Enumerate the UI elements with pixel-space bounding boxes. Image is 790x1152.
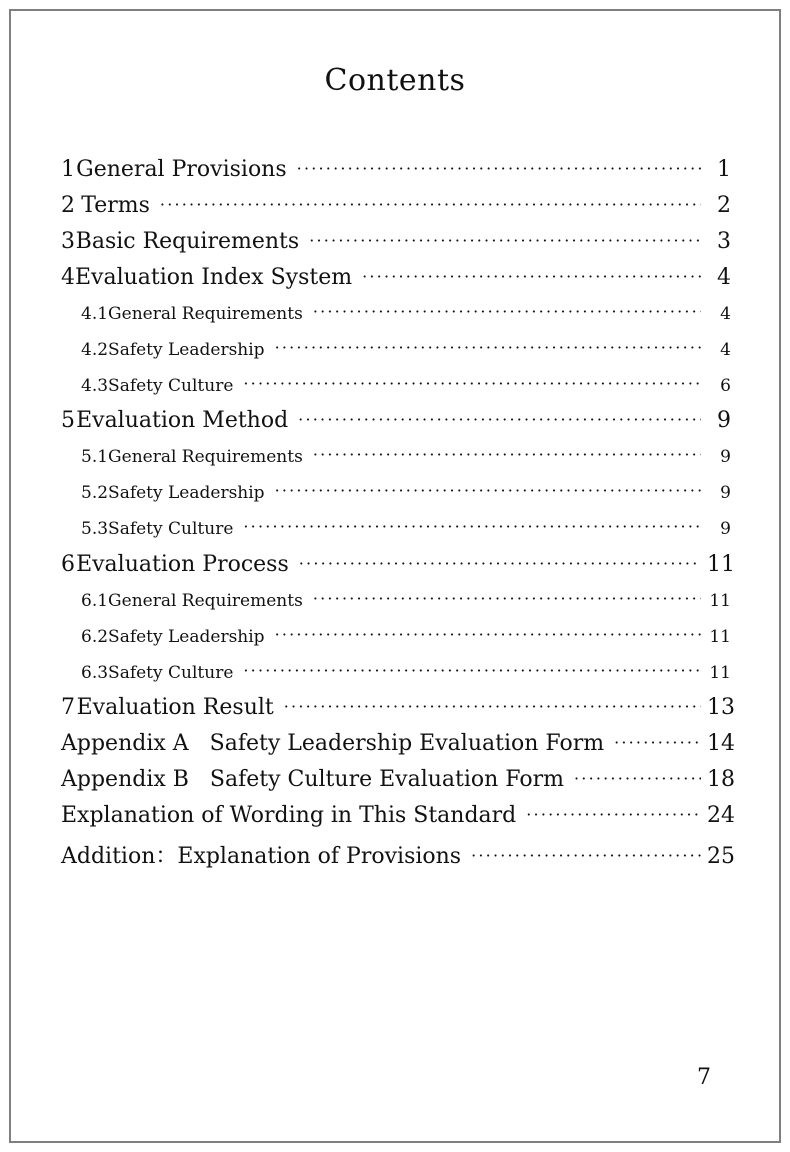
toc-entry-number: 4 xyxy=(61,265,75,290)
dot-leader xyxy=(574,769,701,788)
toc-entry-page: 9 xyxy=(720,483,731,503)
toc-entry[interactable] xyxy=(61,408,731,433)
dot-leader xyxy=(243,374,701,393)
toc-subentry[interactable] xyxy=(61,376,731,396)
dot-leader xyxy=(526,805,701,824)
toc-entry-label: Safety Leadership xyxy=(108,483,265,503)
toc-entry-label: General Requirements xyxy=(108,591,303,611)
toc-entry-number: 1 xyxy=(61,157,75,182)
toc-subentry[interactable] xyxy=(61,627,731,647)
dot-leader xyxy=(284,697,701,716)
toc-entry-page: 4 xyxy=(720,304,731,324)
toc-subentry[interactable] xyxy=(61,519,731,539)
toc-entry-label: General Requirements xyxy=(108,304,303,324)
toc-entry-page: 25 xyxy=(707,844,735,869)
toc-entry-label: General Requirements xyxy=(108,447,303,467)
toc-entry-page: 6 xyxy=(720,376,731,396)
toc-entry-number: 6.2 xyxy=(81,627,109,647)
toc-entry-number: 5.3 xyxy=(81,519,109,539)
toc-entry-page: 4 xyxy=(720,340,731,360)
dot-leader xyxy=(275,338,701,357)
toc-entry-page: 1 xyxy=(717,157,731,182)
toc-entry-label: Appendix B Safety Culture Evaluation Form xyxy=(61,767,564,792)
dot-leader xyxy=(471,846,701,865)
toc-entry-label: Safety Culture xyxy=(108,376,234,396)
toc-entry[interactable] xyxy=(61,193,731,218)
dot-leader xyxy=(160,195,701,214)
toc-entry-number: 6 xyxy=(61,552,75,577)
toc-entry-label: Safety Leadership xyxy=(108,340,265,360)
dot-leader xyxy=(297,159,701,178)
toc-entry-label: Addition：Explanation of Provisions xyxy=(61,844,462,869)
document-page xyxy=(9,9,781,1143)
toc-entry-number: 4.2 xyxy=(81,340,109,360)
dot-leader xyxy=(313,445,701,464)
toc-subentry[interactable] xyxy=(61,483,731,503)
dot-leader xyxy=(362,267,701,286)
toc-entry-label: General Provisions xyxy=(76,157,287,182)
toc-entry-label: Evaluation Method xyxy=(76,408,289,433)
toc-appendix[interactable] xyxy=(61,767,735,792)
toc-entry[interactable] xyxy=(61,552,735,577)
toc-entry-label: Safety Culture xyxy=(108,663,234,683)
toc-entry-number: 4.1 xyxy=(81,304,109,324)
toc-entry-page: 14 xyxy=(707,731,735,756)
toc-entry-page: 9 xyxy=(717,408,731,433)
toc-entry-number: 4.3 xyxy=(81,376,109,396)
toc-entry-label: Safety Leadership xyxy=(108,627,265,647)
dot-leader xyxy=(614,733,701,752)
toc-entry-label: Evaluation Result xyxy=(76,695,274,720)
toc-entry-number: 2 xyxy=(61,193,75,218)
toc-entry[interactable] xyxy=(61,157,731,182)
dot-leader xyxy=(313,589,701,608)
toc-entry-label: Appendix A Safety Leadership Evaluation Form xyxy=(61,731,605,756)
dot-leader xyxy=(298,410,701,429)
page-title: Contents xyxy=(324,63,466,98)
toc-entry[interactable] xyxy=(61,803,735,828)
toc-entry-number: 6.1 xyxy=(81,591,109,611)
page-number: 7 xyxy=(697,1065,711,1090)
dot-leader xyxy=(275,481,701,500)
toc-entry-page: 11 xyxy=(709,591,731,611)
toc-entry-label: Safety Culture xyxy=(108,519,234,539)
toc-entry[interactable] xyxy=(61,265,731,290)
toc-subentry[interactable] xyxy=(61,340,731,360)
dot-leader xyxy=(243,661,701,680)
toc-entry-number: 7 xyxy=(61,695,75,720)
toc-entry-page: 9 xyxy=(720,519,731,539)
toc-entry-number: 5.1 xyxy=(81,447,109,467)
dot-leader xyxy=(243,517,701,536)
toc-entry-page: 13 xyxy=(707,695,735,720)
toc-entry-page: 4 xyxy=(717,265,731,290)
toc-entry-label: Basic Requirements xyxy=(75,229,300,254)
toc-entry-number: 5 xyxy=(61,408,75,433)
toc-entry-label: Evaluation Process xyxy=(76,552,289,577)
toc-appendix[interactable] xyxy=(61,731,735,756)
toc-entry-label: Explanation of Wording in This Standard xyxy=(61,803,517,828)
toc-subentry[interactable] xyxy=(61,591,731,611)
toc-subentry[interactable] xyxy=(61,304,731,324)
toc-entry-page: 9 xyxy=(720,447,731,467)
dot-leader xyxy=(275,625,701,644)
toc-entry[interactable] xyxy=(61,695,735,720)
toc-entry-number: 5.2 xyxy=(81,483,109,503)
toc-entry[interactable] xyxy=(61,229,731,254)
toc-entry-page: 11 xyxy=(707,552,735,577)
toc-entry-number: 6.3 xyxy=(81,663,109,683)
toc-entry-page: 2 xyxy=(717,193,731,218)
table-of-contents xyxy=(11,11,779,1141)
toc-entry-label: Terms xyxy=(81,193,150,218)
dot-leader xyxy=(313,302,701,321)
dot-leader xyxy=(309,231,701,250)
toc-entry-page: 24 xyxy=(707,803,735,828)
toc-subentry[interactable] xyxy=(61,447,731,467)
toc-entry-page: 18 xyxy=(707,767,735,792)
toc-entry-page: 11 xyxy=(709,663,731,683)
toc-subentry[interactable] xyxy=(61,663,731,683)
toc-entry[interactable] xyxy=(61,839,735,870)
toc-entry-page: 11 xyxy=(709,627,731,647)
toc-entry-label: Evaluation Index System xyxy=(75,265,353,290)
toc-entry-number: 3 xyxy=(61,229,75,254)
dot-leader xyxy=(299,554,701,573)
toc-entry-page: 3 xyxy=(717,229,731,254)
